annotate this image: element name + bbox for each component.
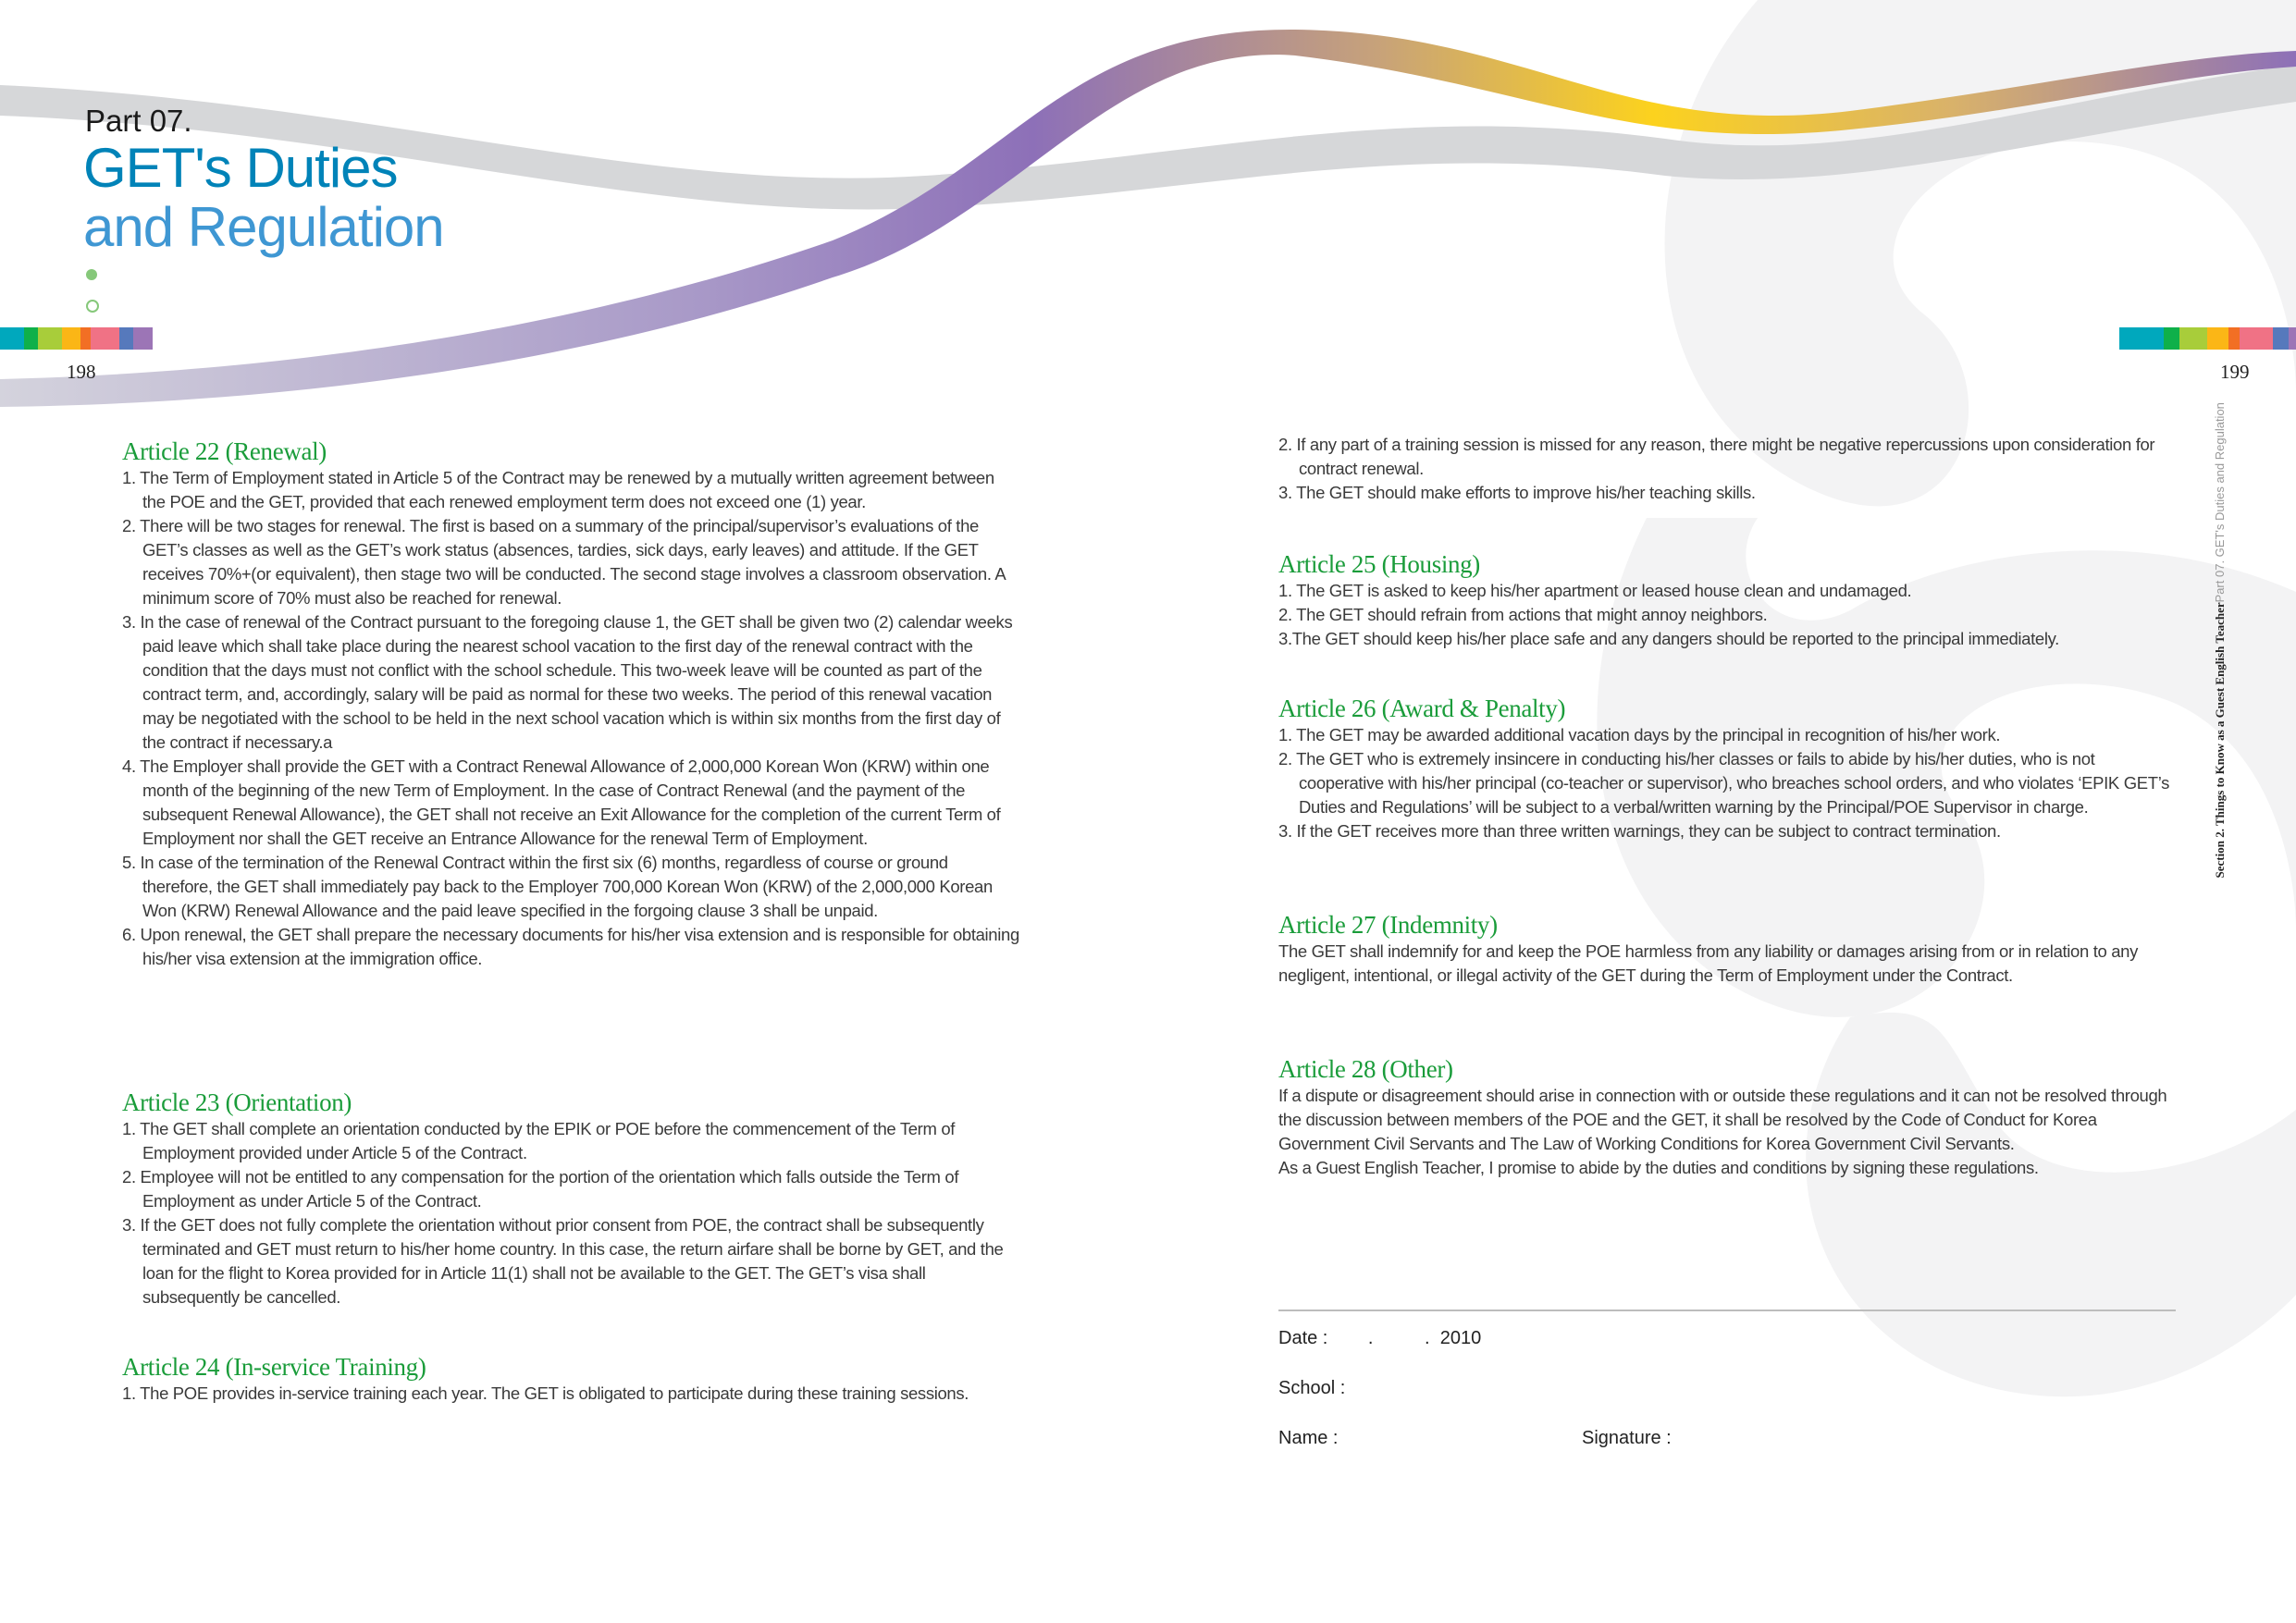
- list-item: 4. The Employer shall provide the GET with a Contract Renewal Allowance of 2,000,000 Korean Won (KRW) within one month of the beginning of the new Term of Employment. In the case of Contract Renewal (and the payment of the subsequent Renewal Allowance), the GET shall not receive an Exit Allowance for the completion of the current Term of Employment nor shall the GET receive an Entrance Allowance for the renewal Term of Employment.: [122, 756, 1001, 848]
- article-heading: Article 26 (Award & Penalty): [1278, 695, 1566, 722]
- article-25: [1278, 549, 2176, 651]
- article-heading: Article 23 (Orientation): [122, 1088, 352, 1116]
- color-bar-right: [2119, 327, 2296, 350]
- article-28: [1278, 1054, 2176, 1180]
- name-field[interactable]: Name :: [1278, 1428, 1339, 1448]
- paragraph: As a Guest English Teacher, I promise to abide by the duties and conditions by signing these regulations.: [1278, 1158, 2039, 1177]
- list-item: 2. The GET who is extremely insincere in conducting his/her classes or fails to abide by his/her duties, who is not cooperative with his/her principal (co-teacher or supervisor), who breaches school orders, and who violates ‘EPIK GET’s Duties and Regulations’ will be subject to a verbal/written warning by the Principal/POE Supervisor in charge.: [1278, 749, 2170, 817]
- signature-field[interactable]: Signature :: [1582, 1428, 1672, 1448]
- date-field[interactable]: [1278, 1328, 1481, 1349]
- list-item: 1. The Term of Employment stated in Article 5 of the Contract may be renewed by a mutually written agreement between the POE and the GET, provided that each renewed employment term does not exceed one (1) year.: [122, 468, 994, 511]
- article-heading: Article 28 (Other): [1278, 1055, 1453, 1083]
- page-number-right: 199: [2220, 361, 2250, 383]
- list-item: 3.The GET should keep his/her place safe and any dangers should be reported to the principal immediately.: [1278, 629, 2059, 648]
- list-item: 2. There will be two stages for renewal. The first is based on a summary of the principal/supervisor’s evaluations of the GET’s classes as well as the GET’s work status (absences, tardies, sick days, early leaves) and attitude. If the GET receives 70%+(or equivalent), then stage two will be conducted. The second stage involves a classroom observation. A minimum score of 70% must also be reached for renewal.: [122, 516, 1006, 608]
- article-22: [122, 436, 1019, 971]
- article-24-continued: [1278, 433, 2176, 505]
- list-item: 5. In case of the termination of the Renewal Contract within the first six (6) months, regardless of course or ground therefore, the GET shall immediately pay back to the Employer 700,000 Korean Won (KRW) of the 2,000,000 Korean Won (KRW) Renewal Allowance and the paid leave specified in the forgoing clause 3 shall be unpaid.: [122, 853, 993, 920]
- school-field[interactable]: School :: [1278, 1378, 1346, 1398]
- page-number-left: 198: [67, 361, 96, 383]
- page-title-line1: GET's Duties: [83, 137, 398, 199]
- list-item: 2. If any part of a training session is missed for any reason, there might be negative repercussions upon consideration for contract renewal.: [1278, 435, 2155, 478]
- article-heading: Article 22 (Renewal): [122, 437, 327, 465]
- article-26: [1278, 694, 2176, 843]
- hollow-dot-icon: [86, 300, 99, 313]
- list-item: 1. The POE provides in-service training each year. The GET is obligated to participate during these training sessions.: [122, 1383, 969, 1403]
- article-heading: Article 27 (Indemnity): [1278, 911, 1498, 939]
- list-item: 1. The GET may be awarded additional vacation days by the principal in recognition of his/her work.: [1278, 725, 2001, 744]
- list-item: 3. If the GET receives more than three written warnings, they can be subject to contract termination.: [1278, 821, 2001, 841]
- list-item: 1. The GET is asked to keep his/her apartment or leased house clean and undamaged.: [1278, 581, 1912, 600]
- page-title-line2: and Regulation: [83, 196, 444, 258]
- article-heading: Article 25 (Housing): [1278, 550, 1480, 578]
- list-item: 3. In the case of renewal of the Contract pursuant to the foregoing clause 1, the GET shall be given two (2) calendar weeks paid leave which shall take place during the nearest school vacation to the first day of the renewal contract with the condition that the days must not conflict with the school schedule. This two-week leave will be counted as part of the contract term, and, accordingly, salary will be paid as normal for these two weeks. The period of this renewal vacation may be negotiated with the school to be held in the next school vacation which is within six months from the first day of the contract if necessary.a: [122, 612, 1013, 752]
- paragraph: The GET shall indemnify for and keep the POE harmless from any liability or damages arising from or in relation to any negligent, intentional, or illegal activity of the GET during the Term of Employment under the Contract.: [1278, 941, 2139, 985]
- article-24: [122, 1352, 1019, 1406]
- date-label: Date :: [1278, 1328, 1328, 1348]
- signature-divider: [1278, 1309, 2176, 1311]
- color-bar-left: [0, 327, 153, 350]
- part-label: Part 07.: [85, 104, 192, 138]
- list-item: 1. The GET shall complete an orientation conducted by the EPIK or POE before the commencement of the Term of Employment provided under Article 5 of the Contract.: [122, 1119, 956, 1162]
- list-item: 6. Upon renewal, the GET shall prepare the necessary documents for his/her visa extension and is responsible for obtaining his/her visa extension at the immigration office.: [122, 925, 1019, 968]
- filled-dot-icon: [86, 269, 97, 280]
- paragraph: If a dispute or disagreement should arise in connection with or outside these regulations and it can not be resolved through the discussion between members of the POE and the GET, it shall be resolved by the Code of Conduct for Korea Government Civil Servants and The Law of Working Conditions for Korea Government Civil Servants.: [1278, 1086, 2167, 1153]
- article-heading: Article 24 (In-service Training): [122, 1353, 426, 1381]
- section-label: Section 2. Things to Know as a Guest English Teacher: [2213, 602, 2227, 879]
- date-value: . . 2010: [1367, 1328, 1482, 1348]
- chapter-label: Part 07. GET's Duties and Regulation: [2213, 402, 2227, 603]
- list-item: 3. The GET should make efforts to improve his/her teaching skills.: [1278, 483, 1756, 502]
- running-header-vertical: [2213, 402, 2228, 878]
- list-item: 2. Employee will not be entitled to any compensation for the portion of the orientation which falls outside the Term of Employment as under Article 5 of the Contract.: [122, 1167, 959, 1211]
- article-27: [1278, 910, 2176, 988]
- list-item: 2. The GET should refrain from actions that might annoy neighbors.: [1278, 605, 1768, 624]
- list-item: 3. If the GET does not fully complete the orientation without prior consent from POE, the contract shall be subsequently terminated and GET must return to his/her home country. In this case, the return airfare shall be borne by GET, and the loan for the flight to Korea provided for in Article 11(1) shall not be available to the GET. The GET’s visa shall subsequently be cancelled.: [122, 1215, 1004, 1307]
- article-23: [122, 1088, 1019, 1309]
